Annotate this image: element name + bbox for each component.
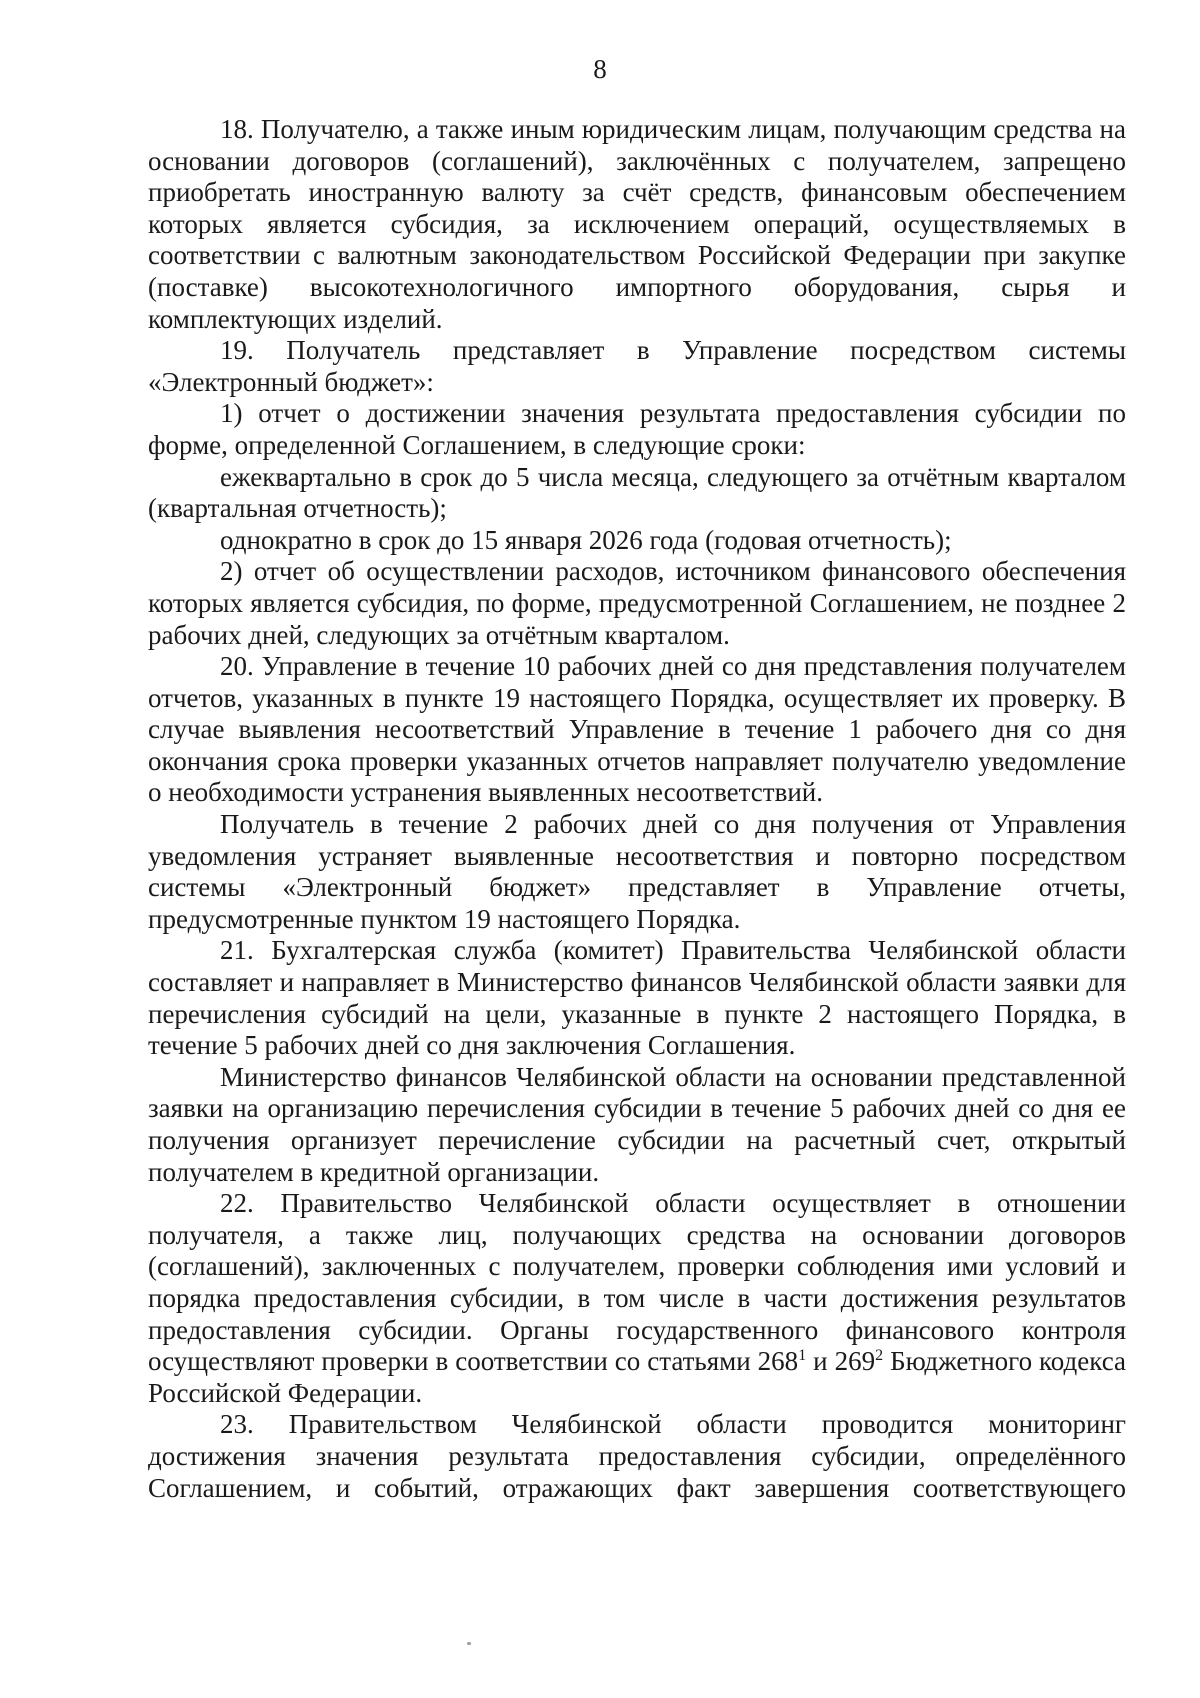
paragraph-21: 21. Бухгалтерская служба (комитет) Правительства Челябинской области составляет и направляет в Министерство финансов Челябинской области заявки для перечисления субсидий на цели, указанные в пункте 2 настоящего Порядка, в течение 5 рабочих дней со дня заключения Соглашения.	[148, 935, 1126, 1061]
superscript-2: 2	[875, 1347, 884, 1365]
paragraph-22-text-b: и 269	[806, 1346, 876, 1377]
paragraph-20-correction: Получатель в течение 2 рабочих дней со дня получения от Управления уведомления устраняет выявленные несоответствия и повторно посредством системы «Электронный бюджет» представляет в Управление отчеты, предусмотренные пунктом 19 настоящего Порядка.	[148, 809, 1126, 934]
superscript-1: 1	[798, 1347, 807, 1365]
paragraph-18: 18. Получателю, а также иным юридическим лицам, получающим средства на основании договоров (соглашений), заключённых с получателем, запрещено приобретать иностранную валюту за счёт средств, финансовым обеспечением которых является субсидия, за исключением операций, осуществляемых в соответствии с валютным законодательством Российской Федерации при закупке (поставке) высокотехнологичного импортного оборудования, сырья и комплектующих изделий.	[148, 114, 1126, 334]
paragraph-19-quarterly: ежеквартально в срок до 5 числа месяца, следующего за отчётным кварталом (квартальная отчетность);	[148, 461, 1126, 524]
paragraph-19-item-1: 1) отчет о достижении значения результата предоставления субсидии по форме, определенной Соглашением, в следующие сроки:	[148, 398, 1126, 460]
page-number: 8	[593, 54, 607, 84]
paragraph-21-transfer: Министерство финансов Челябинской области на основании представленной заявки на организацию перечисления субсидии в течение 5 рабочих дней со дня ее получения организует перечисление субсидии на расчетный счет, открытый получателем в кредитной организации.	[148, 1061, 1126, 1187]
paragraph-22-text-a: 22. Правительство Челябинской области осуществляет в отношении получателя, а также лиц, получающих средства на основании договоров (соглашений), заключенных с получателем, проверки соблюдения ими условий и порядка предоставления субсидии, в том числе в части достижения результатов предоставления субсидии. Органы государственного финансового контроля осуществляют проверки в соответствии со статьями 268	[148, 1188, 1126, 1377]
document-body	[148, 114, 1126, 1504]
paragraph-23: 23. Правительством Челябинской области проводится мониторинг достижения значения результата предоставления субсидии, определённого Соглашением, и событий, отражающих факт завершения соответствующего	[148, 1409, 1126, 1503]
paragraph-19-annual: однократно в срок до 15 января 2026 года (годовая отчетность);	[220, 524, 952, 555]
paragraph-19: 19. Получатель представляет в Управление посредством системы «Электронный бюджет»:	[148, 335, 1126, 397]
paragraph-22-text-c: Бюджетного кодекса Российской Федерации.	[148, 1346, 1126, 1408]
paragraph-19-item-2: 2) отчет об осуществлении расходов, источником финансового обеспечения которых является субсидия, по форме, предусмотренной Соглашением, не позднее 2 рабочих дней, следующих за отчётным кварталом.	[148, 556, 1126, 650]
paragraph-22	[148, 1188, 1126, 1409]
scan-artifact-dot	[467, 1642, 471, 1645]
paragraph-20: 20. Управление в течение 10 рабочих дней со дня представления получателем отчетов, указанных в пункте 19 настоящего Порядка, осуществляет их проверку. В случае выявления несоответствий Управление в течение 1 рабочего дня со дня окончания срока проверки указанных отчетов направляет получателю уведомление о необходимости устранения выявленных несоответствий.	[148, 651, 1126, 808]
